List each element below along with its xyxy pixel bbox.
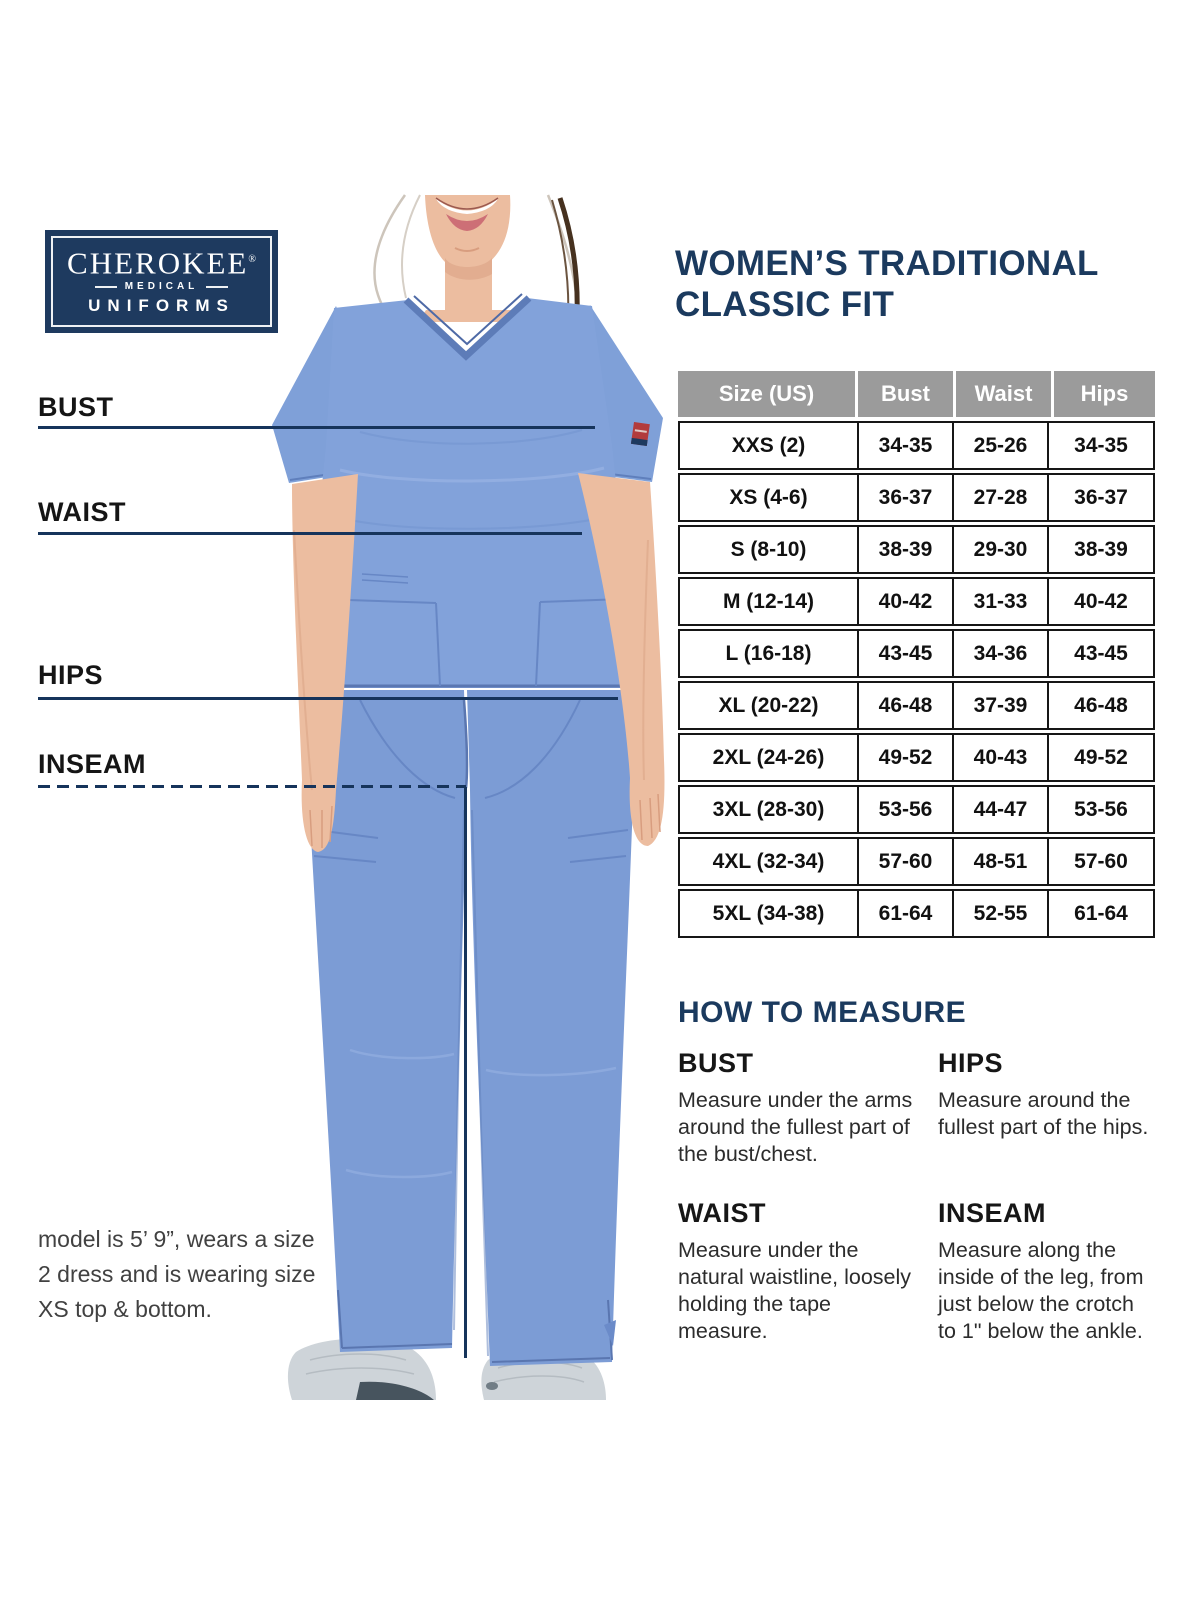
registered-trademark: ® [248,254,256,265]
logo-divider [95,281,229,292]
table-cell: 37-39 [952,683,1047,728]
table-cell: 43-45 [1047,631,1153,676]
table-row [678,733,1155,782]
size-table-header [678,371,1155,417]
table-cell: 57-60 [857,839,952,884]
table-cell: 34-35 [857,423,952,468]
table-cell: 40-42 [1047,579,1153,624]
table-cell: 29-30 [952,527,1047,572]
table-cell: 34-35 [1047,423,1153,468]
inseam-guide-line [38,785,466,788]
table-cell: 52-55 [952,891,1047,936]
inseam-label: INSEAM [38,749,147,779]
sleeve-brand-patch [631,422,650,446]
table-cell: XXS (2) [731,433,806,457]
table-cell: 2XL (24-26) [712,745,825,769]
table-cell: 3XL (28-30) [712,797,825,821]
table-cell: XL (20-22) [718,693,819,717]
table-cell: 57-60 [1047,839,1153,884]
measure-item-text: Measure under the natural waistline, loosely holding the tape measure. [678,1238,912,1343]
table-row [678,785,1155,834]
table-row [678,889,1155,938]
table-cell: 31-33 [952,579,1047,624]
table-row [678,629,1155,678]
brand-name: CHEROKEE® [67,245,256,281]
hips-guide-line [38,697,618,700]
size-chart-table [678,371,1155,941]
table-cell: 5XL (34-38) [712,901,825,925]
table-row [678,421,1155,470]
table-cell: 4XL (32-34) [712,849,825,873]
table-row [678,473,1155,522]
table-cell: 40-43 [952,735,1047,780]
model-note: model is 5’ 9”, wears a size 2 dress and is wearing size XS top & bottom. [38,1226,316,1322]
measure-item-title: WAIST [678,1198,766,1228]
table-cell: 53-56 [1047,787,1153,832]
size-table-body [678,421,1155,938]
brand-division: MEDICAL [124,281,199,293]
table-cell: 61-64 [857,891,952,936]
table-cell: 25-26 [952,423,1047,468]
how-to-measure-title: HOW TO MEASURE [678,996,967,1029]
measure-item-title: BUST [678,1048,754,1078]
table-row [678,681,1155,730]
table-cell: 46-48 [857,683,952,728]
measure-item-inseam [938,1198,1156,1345]
table-cell: 27-28 [952,475,1047,520]
page-title [675,243,1099,325]
measure-item-title: INSEAM [938,1198,1047,1228]
table-cell: 40-42 [857,579,952,624]
measure-item-hips [938,1048,1156,1168]
table-cell: 49-52 [857,735,952,780]
divider-line [95,286,117,288]
table-cell: L (16-18) [725,641,812,665]
table-cell: M (12-14) [722,589,815,613]
page-title-line1: WOMEN’S TRADITIONAL [675,244,1099,283]
table-cell: 36-37 [857,475,952,520]
table-row [678,525,1155,574]
hips-label: HIPS [38,660,104,690]
column-header: Size (US) [678,371,855,417]
measure-item-bust [678,1048,920,1168]
page-title-line2: CLASSIC FIT [675,285,895,324]
table-cell: 48-51 [952,839,1047,884]
inseam-vertical-line [464,787,467,1358]
bust-guide-line [38,426,595,429]
table-cell: 38-39 [857,527,952,572]
table-cell: 46-48 [1047,683,1153,728]
table-cell: S (8-10) [730,537,807,561]
measure-item-text: Measure under the arms around the fullest part of the bust/chest. [678,1088,913,1166]
table-cell: 36-37 [1047,475,1153,520]
measure-item-text: Measure around the fullest part of the hips. [938,1088,1149,1139]
column-header: Hips [1054,371,1155,417]
waist-label: WAIST [38,497,126,527]
table-cell: 34-36 [952,631,1047,676]
table-cell: 43-45 [857,631,952,676]
waist-guide-line [38,532,582,535]
bust-label: BUST [38,392,114,422]
table-cell: XS (4-6) [729,485,808,509]
table-row [678,577,1155,626]
table-cell: 53-56 [857,787,952,832]
column-header: Bust [858,371,953,417]
table-cell: 44-47 [952,787,1047,832]
how-to-measure-grid [678,1048,1156,1345]
brand-type: UNIFORMS [88,296,235,316]
divider-line [206,286,228,288]
table-cell: 38-39 [1047,527,1153,572]
table-row [678,837,1155,886]
measure-item-waist [678,1198,920,1345]
measure-item-text: Measure along the inside of the leg, from just below the crotch to 1" below the ankle. [938,1238,1144,1343]
table-cell: 61-64 [1047,891,1153,936]
column-header: Waist [956,371,1051,417]
table-cell: 49-52 [1047,735,1153,780]
measure-item-title: HIPS [938,1048,1004,1078]
